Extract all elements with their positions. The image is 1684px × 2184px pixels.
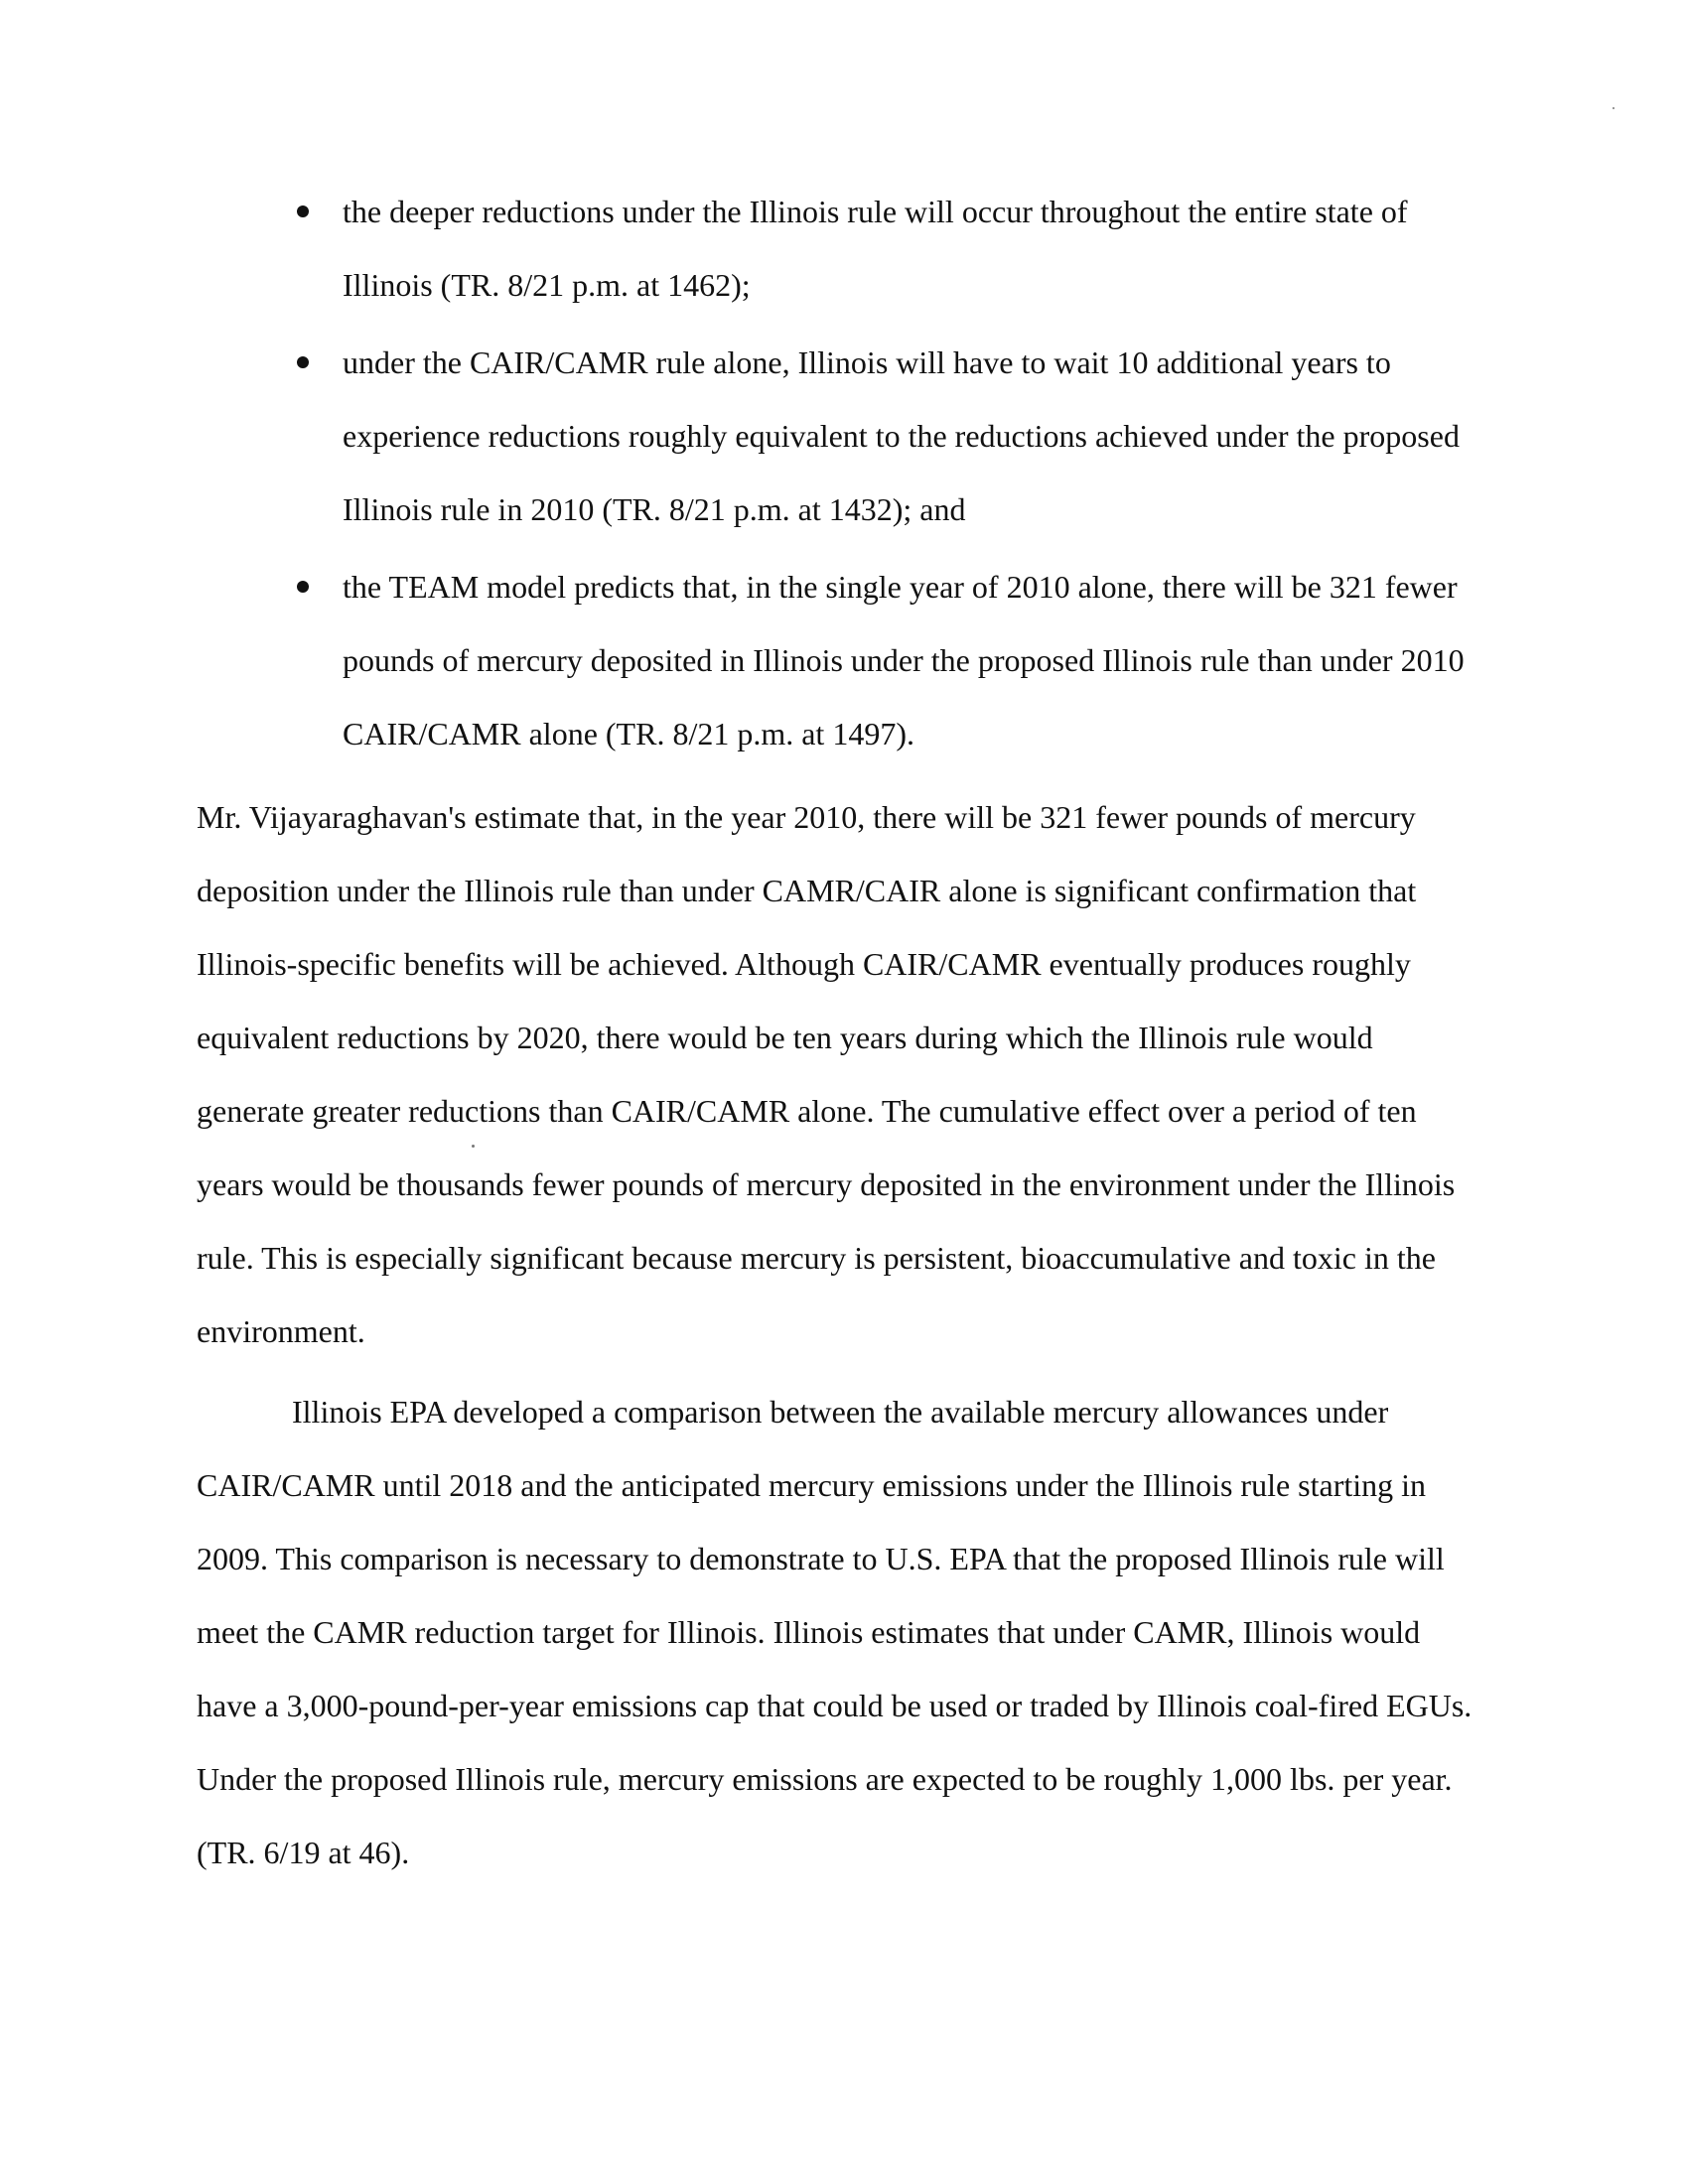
bullet-dot-icon — [297, 356, 309, 368]
bullet-dot-icon — [297, 581, 309, 593]
scan-speck — [1613, 107, 1614, 109]
bullet-item-1 — [286, 175, 1468, 322]
bullet-text-2: under the CAIR/CAMR rule alone, Illinois will have to wait 10 additional years to experience reductions roughly equivalent to the reductions achieved under the proposed Illinois rule in 2010 (TR. 8/21 p.m. at 1432); and — [343, 344, 1460, 527]
bullet-item-2 — [286, 326, 1468, 546]
scan-speck — [472, 1145, 475, 1148]
bullet-text-1: the deeper reductions under the Illinois rule will occur throughout the entire state of Illinois (TR. 8/21 p.m. at 1462); — [343, 194, 1408, 303]
paragraph-2: Illinois EPA developed a comparison between the available mercury allowances under CAIR/CAMR until 2018 and the anticipated mercury emissions under the Illinois rule starting in 2009. This comparison is necessary to demonstrate to U.S. EPA that the proposed Illinois rule will meet the CAMR reduction target for Illinois. Illinois estimates that under CAMR, Illinois would have a 3,000-pound-per-year emissions cap that could be used or traded by Illinois coal-fired EGUs. Under the proposed Illinois rule, mercury emissions are expected to be roughly 1,000 lbs. per year. (TR. 6/19 at 46). — [197, 1394, 1473, 1870]
bullet-item-3 — [286, 550, 1468, 770]
paragraph-1: Mr. Vijayaraghavan's estimate that, in the year 2010, there will be 321 fewer pounds of mercury deposition under the Illinois rule than under CAMR/CAIR alone is significant confirmation that Illinois-specific benefits will be achieved. Although CAIR/CAMR eventually produces roughly equivalent reductions by 2020, there would be ten years during which the Illinois rule would generate greater reductions than CAIR/CAMR alone. The cumulative effect over a period of ten years would be thousands fewer pounds of mercury deposited in the environment under the Illinois rule. This is especially significant because mercury is persistent, bioaccumulative and toxic in the environment. — [197, 799, 1456, 1349]
bullet-list — [286, 175, 1468, 774]
bullet-text-3: the TEAM model predicts that, in the single year of 2010 alone, there will be 321 fewer pounds of mercury deposited in Illinois under the proposed Illinois rule than under 2010 CAIR/CAMR alone (TR. 8/21 p.m. at 1497). — [343, 569, 1465, 751]
bullet-dot-icon — [297, 205, 309, 217]
